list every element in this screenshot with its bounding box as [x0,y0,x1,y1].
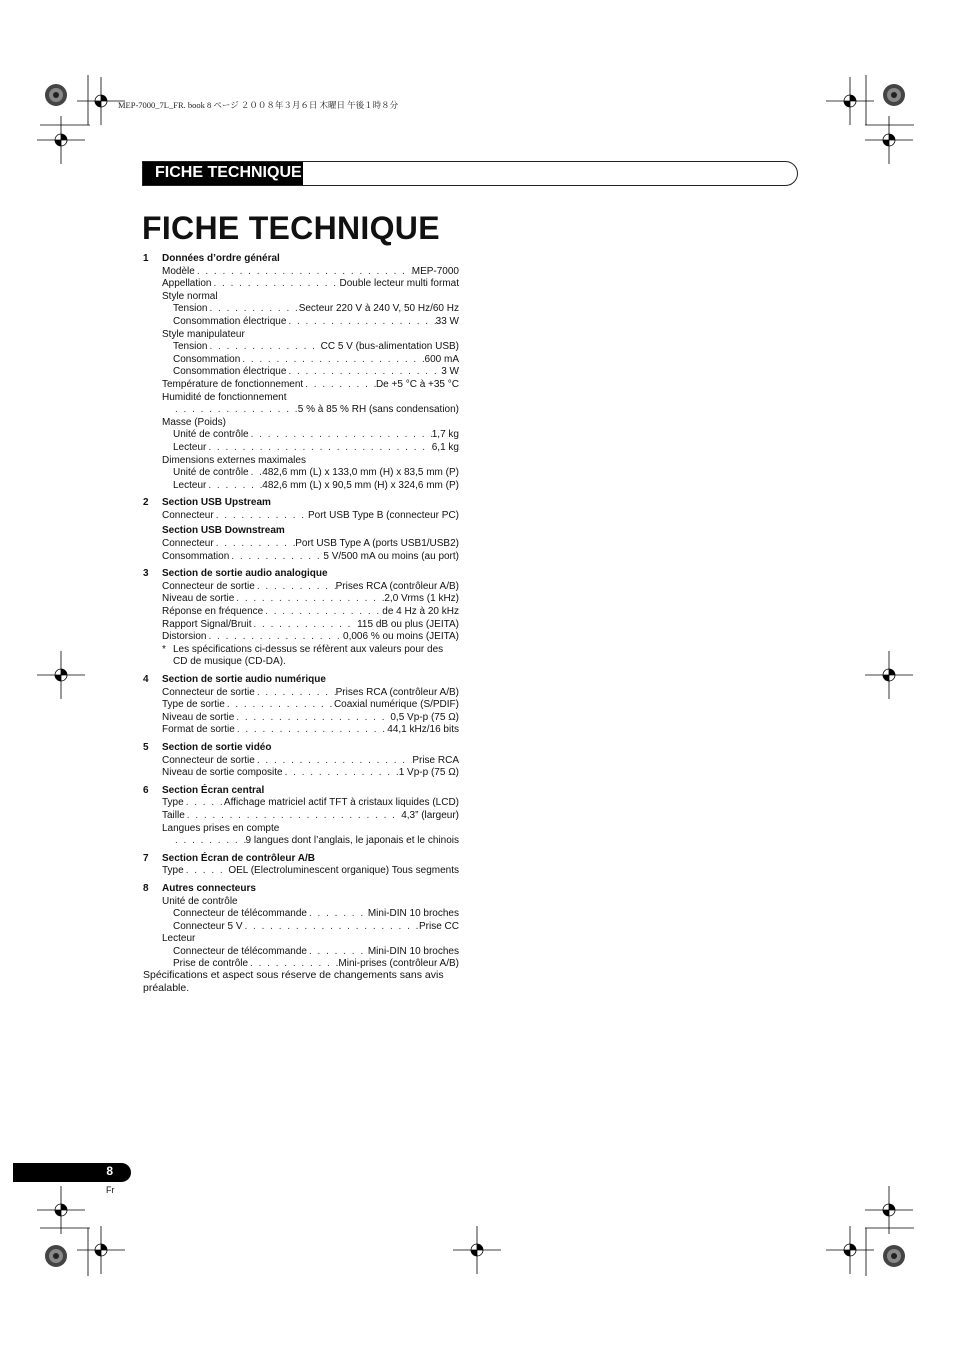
spec-row [143,797,459,810]
spec-value: Affichage matriciel actif TFT à cristaux liquides (LCD) [223,797,459,809]
leader-dots [206,480,262,493]
spec-row [143,538,459,551]
spec-row [143,835,459,848]
leader-dots [184,865,229,878]
spec-label: Unité de contrôle [173,467,249,479]
spec-value: 482,6 mm (L) x 90,5 mm (H) x 324,6 mm (P) [262,479,459,491]
leader-dots [303,379,376,392]
spec-group-label: Lecteur [162,933,196,945]
leader-dots [255,755,412,768]
spec-label: Niveau de sortie [162,711,235,723]
spec-value: 1 Vp-p (75 Ω) [398,767,459,779]
leader-dots [195,266,412,279]
spec-label: Format de sortie [162,724,235,736]
spec-label: Tension [173,341,208,353]
spec-section-number: 7 [143,852,149,864]
spec-value: 3 W [441,366,459,378]
spec-section-heading [143,785,459,798]
spec-value: 44,1 kHz/16 bits [387,724,459,736]
spec-row [143,379,459,392]
spec-row [143,316,459,329]
spec-row [143,341,459,354]
spec-label: Connecteur 5 V [173,920,243,932]
spec-row [143,551,459,564]
spec-label: Type [162,797,184,809]
spec-value: Port USB Type B (connecteur PC) [308,509,459,521]
spec-label: Connecteur [162,538,214,550]
spec-row [143,865,459,878]
spec-section-title: Section de sortie audio numérique [162,674,326,685]
spec-row [143,619,459,632]
spec-value: Prises RCA (contrôleur A/B) [335,686,459,698]
spec-section-title: Section de sortie audio analogique [162,568,328,580]
leader-dots [255,581,336,594]
spec-value: 9 langues dont l’anglais, le japonais et le chinois [245,835,459,847]
spec-row [143,593,459,606]
spec-group-label: Unité de contrôle [162,895,238,907]
spec-label: Niveau de sortie [162,593,235,605]
spec-label: Appellation [162,278,212,290]
spec-label: Tension [173,303,208,315]
leader-dots [249,429,432,442]
spec-label: Connecteur de sortie [162,686,255,698]
spec-section-title: Données d’ordre général [162,253,280,264]
spec-section-number: 5 [143,741,149,753]
spec-group-label: Langues prises en compte [162,822,280,834]
spec-label: Unité de contrôle [173,429,249,441]
leader-dots [214,510,308,523]
spec-row [143,366,459,379]
spec-label: Température de fonctionnement [162,378,304,390]
leader-dots [206,631,343,644]
spec-section-number: 3 [143,568,149,580]
spec-row [143,908,459,921]
spec-value: Mini-DIN 10 broches [367,945,459,957]
spec-value: 2,0 Vrms (1 kHz) [384,593,459,605]
spec-value: Prise RCA [412,754,459,766]
leader-dots [255,687,336,700]
spec-row [143,510,459,523]
spec-section-title: Section Écran central [162,784,265,796]
leader-dots [252,619,358,632]
spec-label: Rapport Signal/Bruit [162,618,252,630]
spec-footnote [143,644,459,669]
spec-row [143,480,459,493]
spec-value: 4,3” (largeur) [401,809,459,821]
language-code: Fr [106,1185,115,1195]
leader-dots [207,303,298,316]
page-title: FICHE TECHNIQUE [142,210,440,246]
spec-value: OEL (Electroluminescent organique) Tous segments [228,865,459,877]
spec-subheading: Section USB Downstream [162,525,285,537]
spec-value: Double lecteur multi format [339,278,459,290]
spec-row [143,946,459,959]
spec-value: 0,5 Vp-p (75 Ω) [390,711,459,723]
spec-label: Distorsion [162,631,207,643]
leader-dots [207,341,320,354]
spec-row [143,404,459,417]
page-number-tab [13,1163,131,1182]
spec-value: 0,006 % ou moins (JEITA) [343,631,459,643]
spec-section-heading [143,883,459,896]
spec-value: Port USB Type A (ports USB1/USB2) [295,538,459,550]
spec-section-number: 4 [143,674,149,685]
spec-value: 5 V/500 mA ou moins (au port) [323,550,459,562]
spec-row [143,699,459,712]
spec-row [143,266,459,279]
spec-section-heading [143,674,459,687]
spec-value: 1,7 kg [431,429,459,441]
spec-value: Prise CC [418,920,459,932]
spec-value: 33 W [435,315,459,327]
leader-dots [240,354,424,367]
spec-group-label: Style manipulateur [162,328,245,340]
spec-row [143,429,459,442]
spec-label: Type [162,865,184,877]
spec-value: 600 mA [424,353,459,365]
spec-section-heading [143,853,459,866]
spec-row [143,442,459,455]
spec-section-title: Section de sortie vidéo [162,741,272,753]
spec-label: Taille [162,809,185,821]
spec-value: MEP-7000 [411,265,459,277]
spec-label: Connecteur de télécommande [173,945,307,957]
spec-label: Modèle [162,265,195,277]
spec-row [143,712,459,725]
spec-label: Consommation [162,550,230,562]
spec-value: CC 5 V (bus-alimentation USB) [320,341,459,353]
spec-label: Connecteur de sortie [162,580,255,592]
spec-section-number: 8 [143,882,149,894]
section-header-title: FICHE TECHNIQUE [155,164,302,181]
spec-group-label: Dimensions externes maximales [162,454,306,466]
leader-dots [249,467,263,480]
spec-label: Consommation [173,353,241,365]
spec-row [143,687,459,700]
leader-dots [283,767,399,780]
spec-row [143,581,459,594]
spec-section-heading [143,742,459,755]
spec-section-number: 6 [143,784,149,796]
spec-section-number: 2 [143,497,149,509]
spec-value: 115 dB ou plus (JEITA) [357,618,459,630]
spec-value: 6,1 kg [431,441,459,453]
spec-section-heading [143,497,459,510]
spec-value: 482,6 mm (L) x 133,0 mm (H) x 83,5 mm (P) [262,467,459,479]
leader-dots [229,551,323,564]
spec-label: Réponse en fréquence [162,606,264,618]
spec-list [143,253,459,971]
spec-section-title: Section Écran de contrôleur A/B [162,852,315,864]
leader-dots [173,404,298,417]
spec-row [143,354,459,367]
spec-value: de 4 Hz à 20 kHz [382,606,459,618]
spec-section-title: Section USB Upstream [162,497,271,509]
print-header-meta: MEP-7000_7L_FR. book 8 ページ ２００８年３月６日 木曜日 午後１時８分 [118,100,399,110]
spec-value: De +5 °C à +35 °C [375,378,459,390]
leader-dots [206,442,431,455]
spec-group-label: Style normal [162,290,218,302]
spec-label: Lecteur [173,479,207,491]
leader-dots [263,606,382,619]
spec-label: Connecteur [162,509,214,521]
leader-dots [286,316,435,329]
spec-value: Prises RCA (contrôleur A/B) [335,580,459,592]
leader-dots [286,366,441,379]
leader-dots [211,278,339,291]
spec-row [143,810,459,823]
leader-dots [307,946,368,959]
spec-label: Type de sortie [162,699,225,711]
spec-row [143,724,459,737]
section-header-bar [142,161,798,186]
footer-note: Spécifications et aspect sous réserve de changements sans avis préalable. [143,969,444,994]
page-number: 8 [106,1164,113,1178]
spec-label: Lecteur [173,441,207,453]
leader-dots [225,699,334,712]
leader-dots [235,724,387,737]
spec-section-heading [143,568,459,581]
leader-dots [243,921,419,934]
spec-group-label: Masse (Poids) [162,416,226,428]
spec-section-heading [143,253,459,266]
leader-dots [173,835,246,848]
leader-dots [214,538,296,551]
spec-row [143,606,459,619]
spec-value: Coaxial numérique (S/PDIF) [333,699,459,711]
spec-row [143,278,459,291]
leader-dots [185,810,401,823]
spec-label: Consommation électrique [173,315,287,327]
spec-value: Secteur 220 V à 240 V, 50 Hz/60 Hz [298,303,459,315]
leader-dots [184,797,224,810]
spec-row [143,303,459,316]
spec-label: Niveau de sortie composite [162,767,283,779]
spec-row [143,631,459,644]
spec-value: Mini-DIN 10 broches [367,908,459,920]
spec-group-label: Humidité de fonctionnement [162,391,287,403]
footnote-marker: * [162,643,166,655]
spec-section-number: 1 [143,253,149,264]
spec-row [143,755,459,768]
spec-section-title: Autres connecteurs [162,882,256,894]
footnote-text: Les spécifications ci-dessus se réfèrent aux valeurs pour des CD de musique (CD-DA). [173,643,444,668]
spec-label: Connecteur de sortie [162,754,255,766]
spec-row [143,767,459,780]
spec-row [143,921,459,934]
leader-dots [234,712,390,725]
leader-dots [307,908,368,921]
spec-value: 5 % à 85 % RH (sans condensation) [297,404,459,416]
spec-value: Mini-prises (contrôleur A/B) [338,958,459,970]
spec-label: Consommation électrique [173,366,287,378]
leader-dots [234,593,384,606]
spec-row [143,467,459,480]
spec-label: Connecteur de télécommande [173,908,307,920]
spec-label: Prise de contrôle [173,958,249,970]
